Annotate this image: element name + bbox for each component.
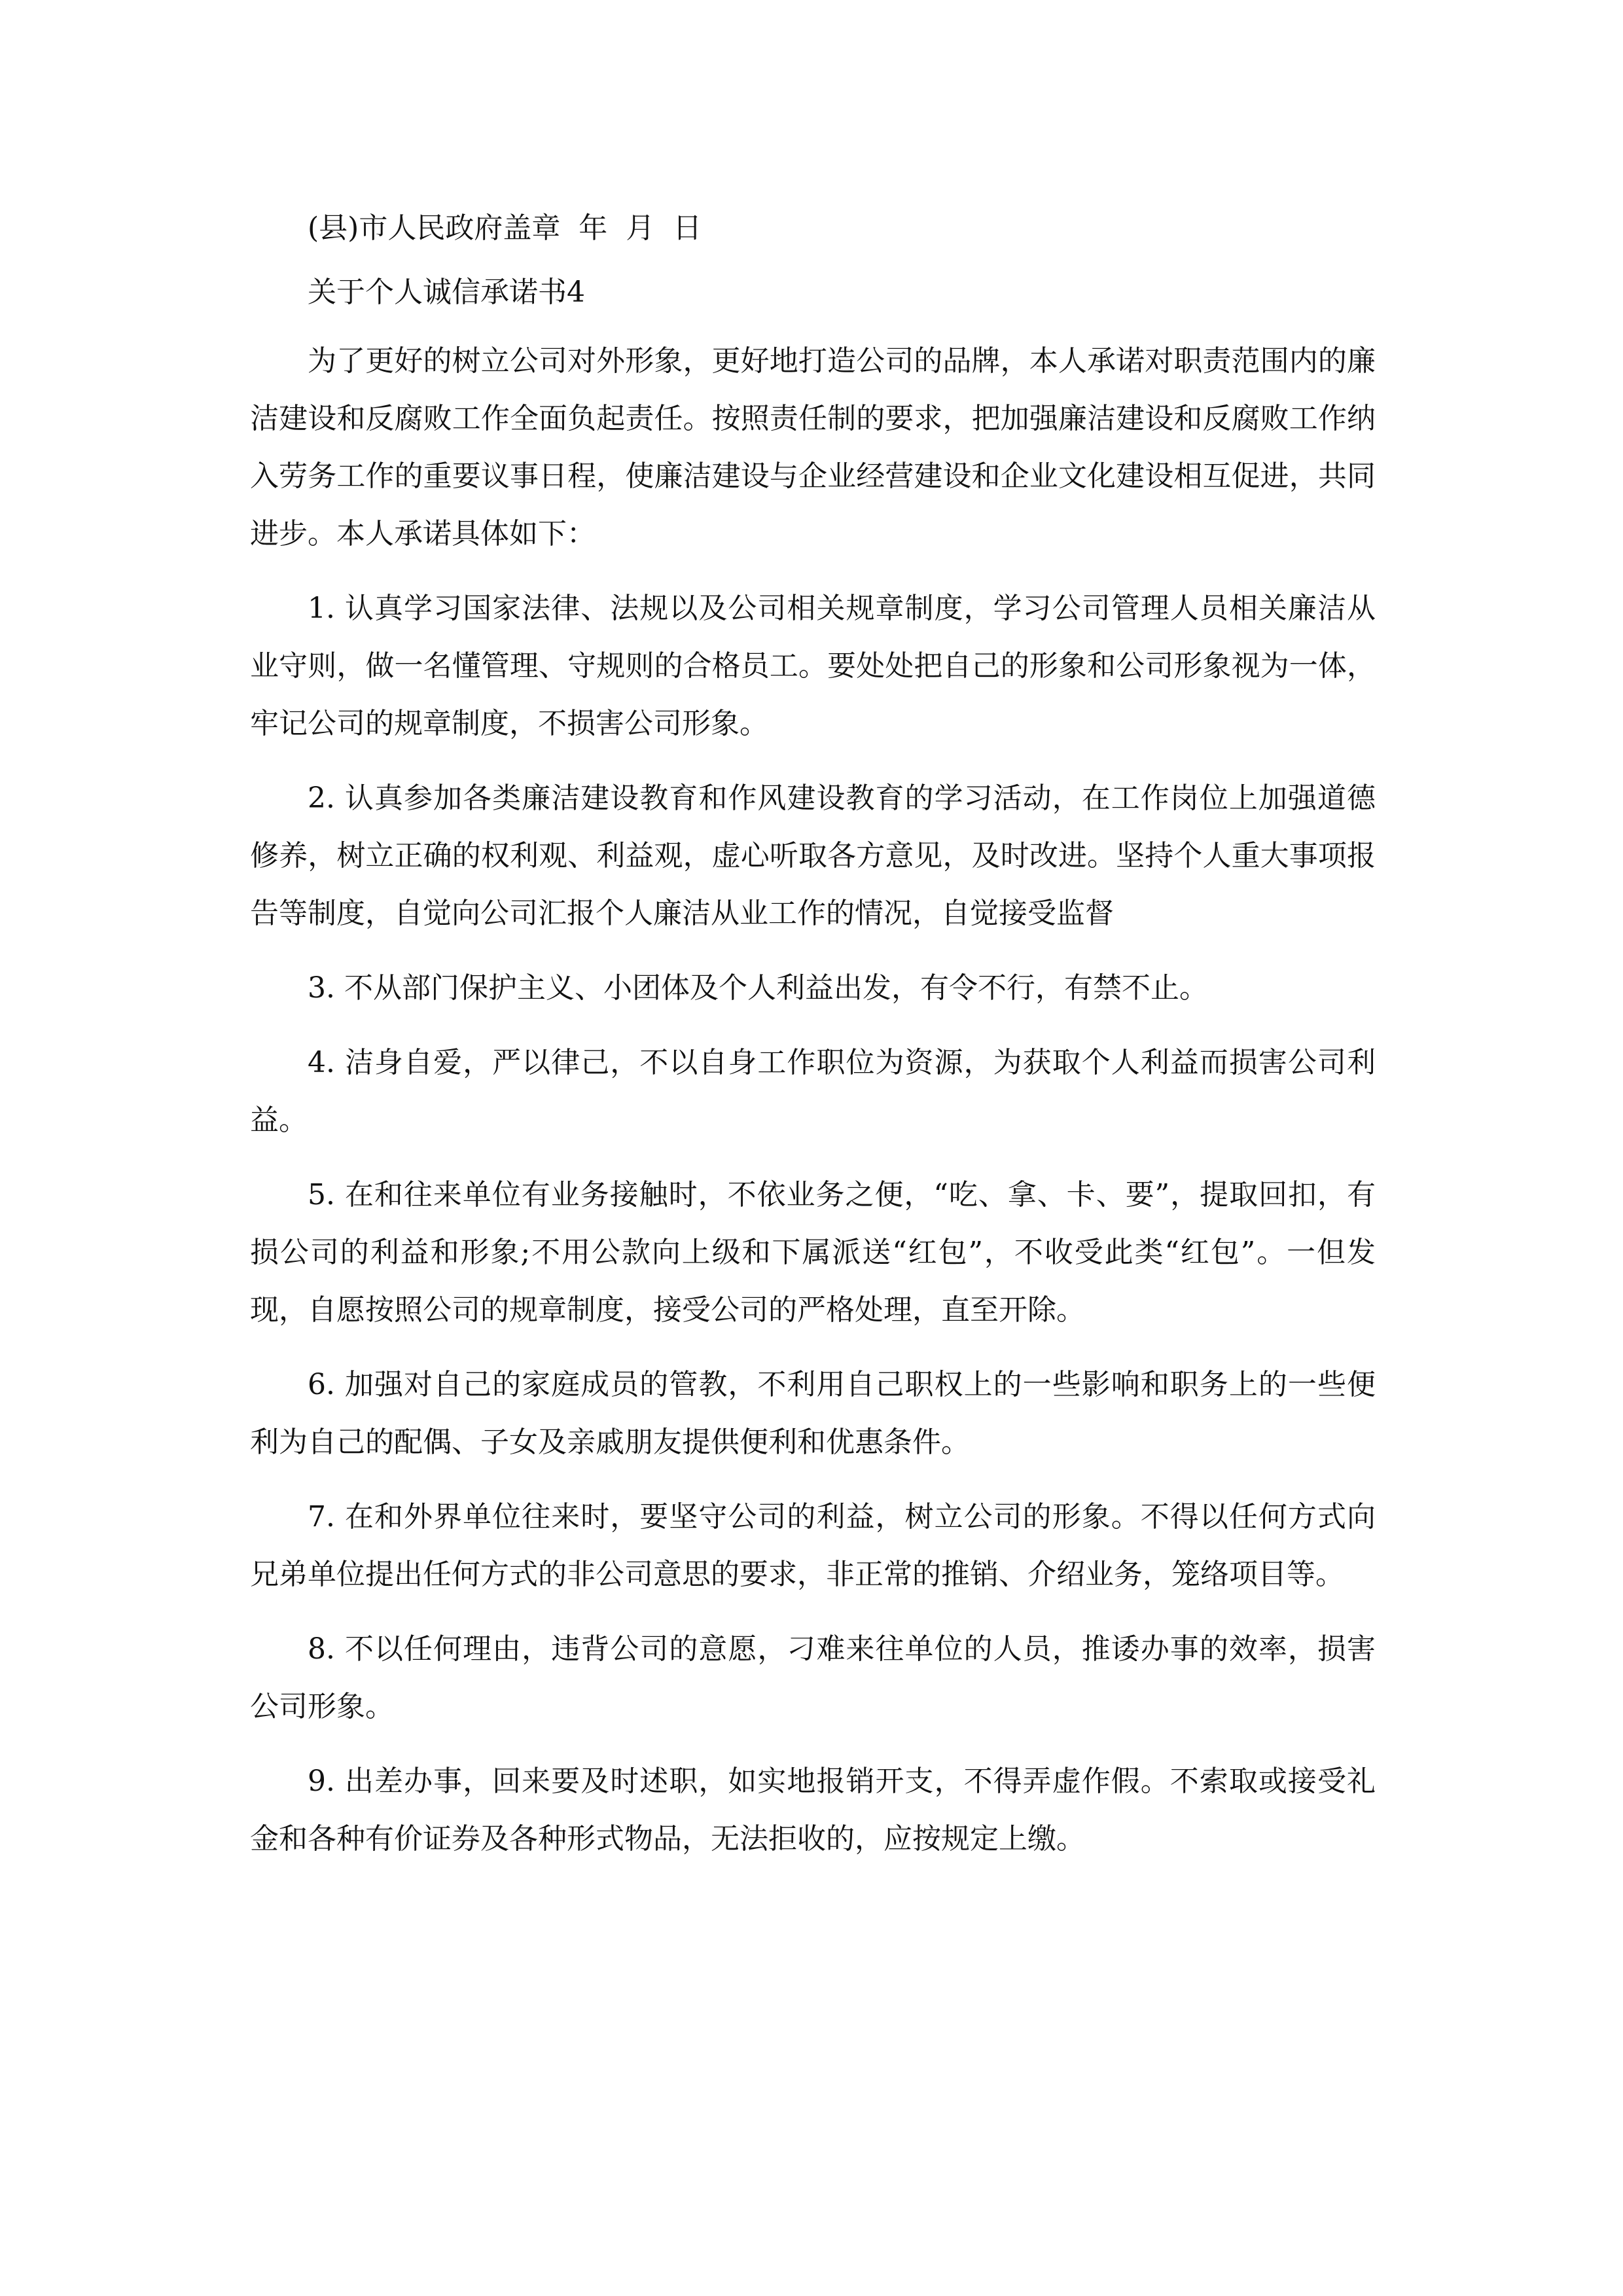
item-text: 认真参加各类廉洁建设教育和作风建设教育的学习活动，在工作岗位上加强道德修养，树立正确的权利观、利益观，虚心听取各方意见，及时改进。坚持个人重大事项报告等制度，自觉向公司汇报个人廉洁从业工作的情况，自觉接受监督 [250, 781, 1376, 930]
document-title: 关于个人诚信承诺书4 [308, 276, 585, 309]
item-number: 8. [308, 1632, 335, 1666]
item-text: 认真学习国家法律、法规以及公司相关规章制度，学习公司管理人员相关廉洁从业守则，做一名懂管理、守规则的合格员工。要处处把自己的形象和公司形象视为一体，牢记公司的规章制度，不损害公司形象。 [250, 592, 1376, 740]
seal-date-line: (县)市人民政府盖章 年 月 日 [308, 211, 702, 245]
item-text: 出差办事，回来要及时述职，如实地报销开支，不得弄虚作假。不索取或接受礼金和各种有价证券及各种形式物品，无法拒收的，应按规定上缴。 [250, 1765, 1376, 1856]
item-text: 加强对自己的家庭成员的管教，不利用自己职权上的一些影响和职务上的一些便利为自己的配偶、子女及亲戚朋友提供便利和优惠条件。 [250, 1368, 1376, 1459]
item-number: 3. [308, 971, 335, 1005]
item-number: 4. [308, 1046, 335, 1079]
item-number: 7. [308, 1500, 335, 1534]
list-item [250, 1356, 1376, 1471]
item-number: 5. [308, 1178, 335, 1211]
item-text: 洁身自爱，严以律己，不以自身工作职位为资源，为获取个人利益而损害公司利益。 [250, 1046, 1376, 1137]
list-item [250, 960, 1376, 1017]
list-item [250, 1488, 1376, 1604]
list-item [250, 1621, 1376, 1736]
item-number: 2. [308, 781, 335, 815]
list-item [250, 1034, 1376, 1149]
item-text: 不以任何理由，违背公司的意愿，刁难来往单位的人员，推诿办事的效率，损害公司形象。 [250, 1632, 1376, 1723]
item-text: 在和往来单位有业务接触时，不依业务之便，“吃、拿、卡、要”，提取回扣，有损公司的利益和形象;不用公款向上级和下属派送“红包”，不收受此类“红包”。一但发现，自愿按照公司的规章制度，接受公司的严格处理，直至开除。 [250, 1178, 1376, 1327]
list-item [250, 1753, 1376, 1868]
item-number: 1. [308, 592, 335, 625]
document-body [250, 208, 1376, 1868]
item-number: 9. [308, 1765, 335, 1798]
item-text: 不从部门保护主义、小团体及个人利益出发，有令不行，有禁不止。 [344, 971, 1208, 1005]
list-item [250, 770, 1376, 942]
intro-paragraph: 为了更好的树立公司对外形象，更好地打造公司的品牌，本人承诺对职责范围内的廉洁建设和反腐败工作全面负起责任。按照责任制的要求，把加强廉洁建设和反腐败工作纳入劳务工作的重要议事日程，使廉洁建设与企业经营建设和企业文化建设相互促进，共同进步。本人承诺具体如下： [250, 344, 1376, 550]
list-item [250, 580, 1376, 753]
list-item [250, 1166, 1376, 1339]
item-number: 6. [308, 1368, 335, 1401]
item-text: 在和外界单位往来时，要坚守公司的利益，树立公司的形象。不得以任何方式向兄弟单位提出任何方式的非公司意思的要求，非正常的推销、介绍业务，笼络项目等。 [250, 1500, 1376, 1591]
